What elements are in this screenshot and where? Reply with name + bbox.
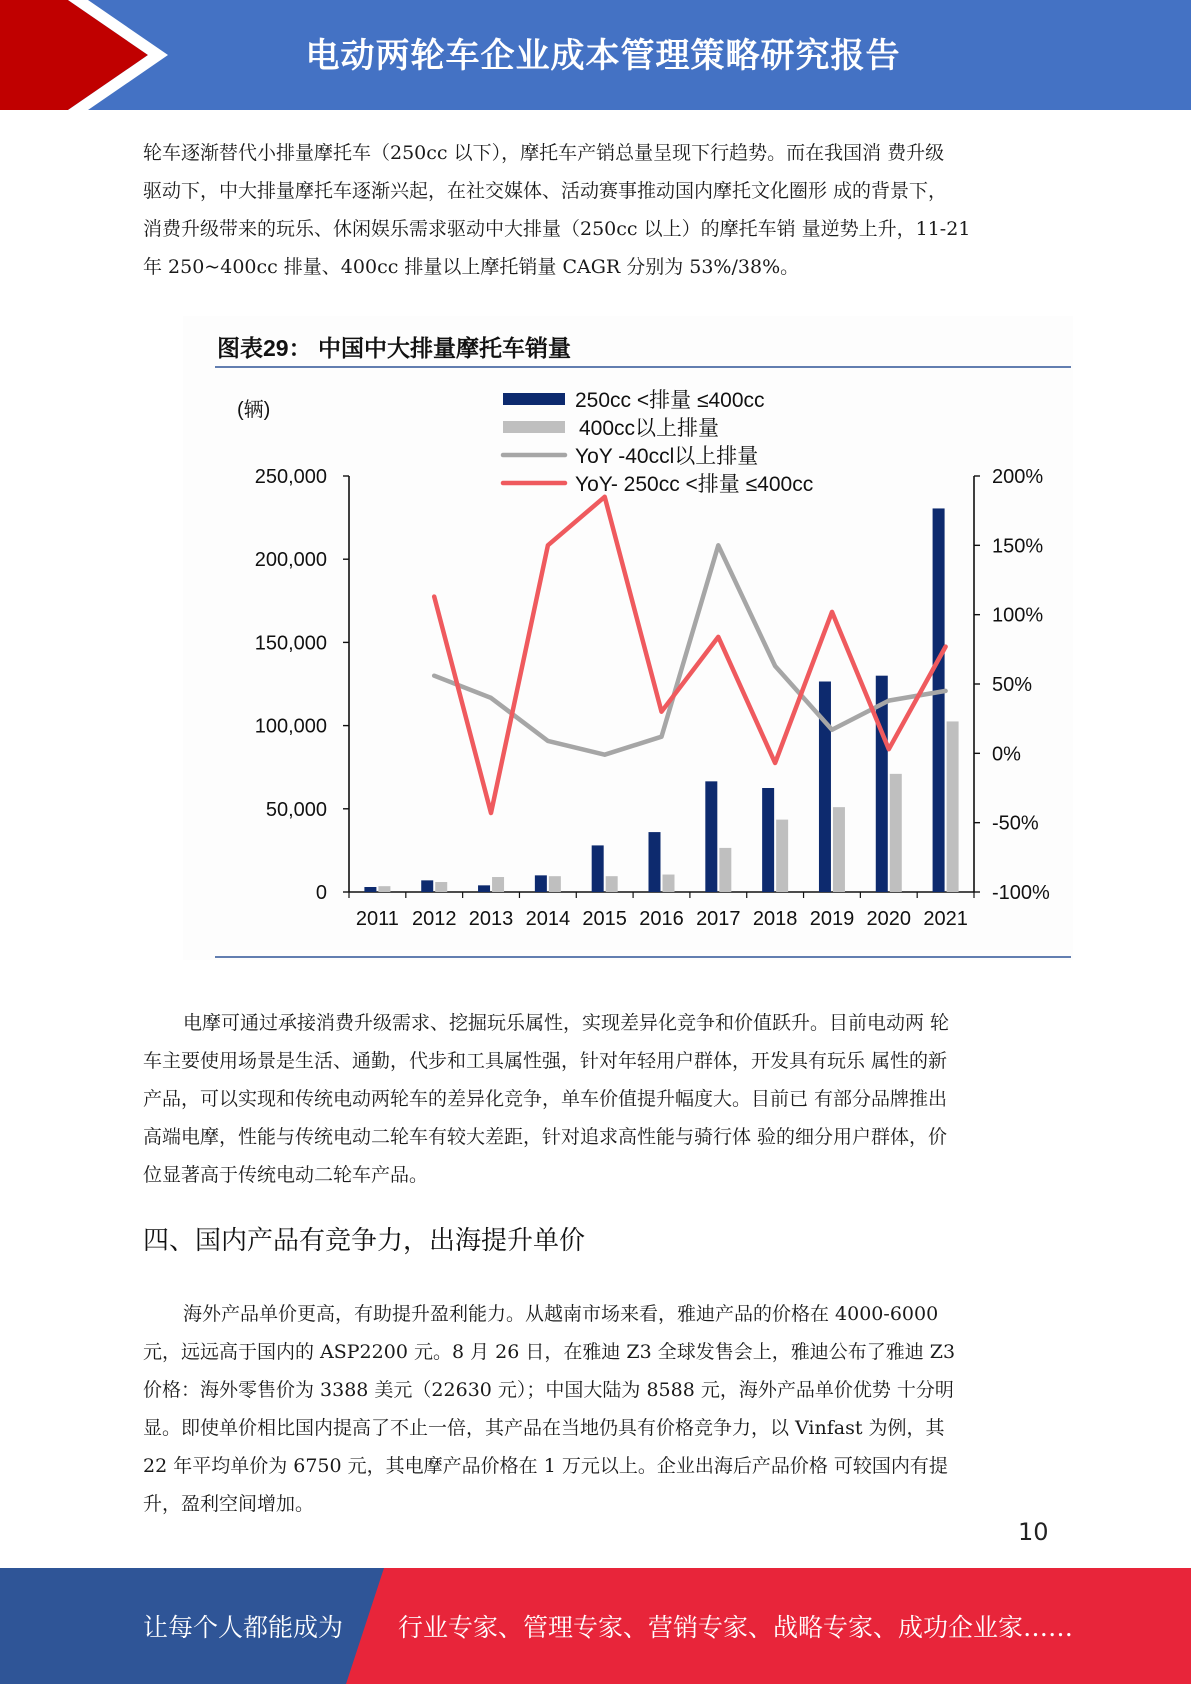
paragraph-line: 显。即使单价相比国内提高了不止一倍，其产品在当地仍具有价格竞争力，以 Vinfast 为例，其	[143, 1417, 945, 1439]
legend-label: 400cc以上排量	[579, 417, 720, 440]
page-header	[0, 0, 1191, 110]
left-tick-label: 50,000	[265, 798, 327, 821]
bar-250-400cc	[762, 788, 774, 892]
page-number: 10	[1018, 1518, 1049, 1546]
bar-400cc-plus	[947, 721, 959, 892]
paragraph-line: 位显著高于传统电动二轮车产品。	[143, 1164, 429, 1186]
right-tick-label: 0%	[992, 743, 1021, 766]
paragraph-line: 驱动下，中大排量摩托车逐渐兴起，在社交媒体、活动赛事推动国内摩托文化圈形 成的背景下，	[143, 180, 948, 202]
right-tick-label: 50%	[992, 674, 1033, 696]
x-tick-label: 2019	[809, 908, 855, 930]
paragraph-line: 轮车逐渐替代小排量摩托车（250cc 以下），摩托车产销总量呈现下行趋势。而在我国消 费升级	[143, 142, 945, 164]
paragraph-line: 车主要使用场景是生活、通勤，代步和工具属性强，针对年轻用户群体，开发具有玩乐 属性的新	[143, 1050, 948, 1072]
x-tick-label: 2013	[468, 908, 514, 930]
bar-400cc-plus	[378, 886, 390, 892]
bar-250-400cc	[421, 880, 433, 892]
left-tick-label: 250,000	[254, 466, 327, 488]
paragraph-line: 高端电摩，性能与传统电动二轮车有较大差距，针对追求高性能与骑行体 验的细分用户群体，价	[143, 1126, 948, 1148]
paragraph-line: 22 年平均单价为 6750 元，其电摩产品价格在 1 万元以上。企业出海后产品价格 可较国内有提	[143, 1455, 948, 1477]
bar-250-400cc	[649, 832, 661, 892]
paragraph-line: 消费升级带来的玩乐、休闲娱乐需求驱动中大排量（250cc 以上）的摩托车销 量逆势上升，11-21	[143, 218, 971, 240]
x-tick-label: 2016	[639, 908, 684, 930]
x-tick-label: 2017	[696, 908, 741, 930]
legend-swatch	[503, 421, 565, 433]
legend-label: YoY- 250cc <排量 ≤400cc	[575, 473, 814, 496]
paragraph-line: 海外产品单价更高，有助提升盈利能力。从越南市场来看，雅迪产品的价格在 4000-6000	[183, 1303, 939, 1325]
right-tick-label: 200%	[992, 466, 1044, 488]
legend-label: 250cc <排量 ≤400cc	[575, 389, 765, 412]
bar-400cc-plus	[435, 882, 447, 892]
x-tick-label: 2020	[866, 908, 912, 930]
x-tick-label: 2011	[355, 908, 399, 930]
chart-legend	[503, 389, 813, 496]
x-tick-label: 2021	[923, 908, 968, 930]
right-tick-label: -50%	[992, 812, 1039, 835]
paragraph-line: 产品，可以实现和传统电动两轮车的差异化竞争，单车价值提升幅度大。目前已 有部分品牌推出	[143, 1088, 948, 1110]
legend-swatch	[503, 393, 565, 405]
legend-label: YoY -40ccl以上排量	[575, 445, 759, 468]
bar-400cc-plus	[776, 820, 788, 892]
chart-figure	[183, 316, 1073, 960]
x-tick-label: 2015	[582, 908, 627, 930]
right-tick-label: -100%	[992, 882, 1050, 904]
paragraph-line: 年 250~400cc 排量、400cc 排量以上摩托销量 CAGR 分别为 53%/38%。	[143, 256, 800, 278]
x-tick-label: 2014	[525, 908, 571, 930]
chart-title: 图表29： 中国中大排量摩托车销量	[217, 335, 571, 361]
bar-400cc-plus	[833, 807, 845, 892]
chart-lines	[434, 497, 945, 813]
footer-slogan-left: 让每个人都能成为	[143, 1613, 344, 1642]
right-tick-label: 150%	[992, 535, 1044, 558]
bar-400cc-plus	[549, 876, 561, 892]
paragraph-emoto	[143, 1004, 1048, 1194]
bar-400cc-plus	[663, 875, 675, 892]
left-tick-label: 0	[315, 882, 327, 904]
x-tick-label: 2012	[411, 908, 457, 930]
page-footer	[0, 1568, 1191, 1684]
bar-400cc-plus	[492, 877, 504, 892]
bar-250-400cc	[933, 508, 945, 892]
left-axis-unit: (辆)	[237, 399, 271, 421]
paragraph-intro	[143, 134, 1048, 286]
bar-250-400cc	[478, 885, 490, 892]
paragraph-line: 元，远远高于国内的 ASP2200 元。8 月 26 日，在雅迪 Z3 全球发售会上，雅迪公布了雅迪 Z3	[143, 1341, 956, 1363]
paragraph-line: 价格：海外零售价为 3388 美元（22630 元）；中国大陆为 8588 元，海外产品单价优势 十分明	[143, 1379, 954, 1401]
x-tick-label: 2018	[752, 908, 798, 930]
line-yoy-250-400cc	[434, 497, 945, 813]
paragraph-overseas	[143, 1295, 1048, 1523]
bar-250-400cc	[535, 875, 547, 892]
bar-400cc-plus	[719, 848, 731, 892]
chart-svg	[183, 316, 1073, 960]
bar-250-400cc	[819, 682, 831, 892]
left-tick-label: 100,000	[254, 715, 327, 738]
footer-slogan-right: 行业专家、管理专家、营销专家、战略专家、成功企业家……	[398, 1613, 1074, 1642]
bar-250-400cc	[705, 781, 717, 892]
left-tick-label: 150,000	[254, 632, 327, 655]
bar-400cc-plus	[606, 876, 618, 892]
paragraph-line: 电摩可通过承接消费升级需求、挖掘玩乐属性，实现差异化竞争和价值跃升。目前电动两 轮	[183, 1012, 950, 1034]
right-tick-label: 100%	[992, 604, 1044, 627]
left-tick-label: 200,000	[254, 549, 327, 572]
header-title: 电动两轮车企业成本管理策略研究报告	[305, 36, 901, 76]
bar-250-400cc	[364, 887, 376, 892]
bar-250-400cc	[592, 845, 604, 892]
section-heading: 四、国内产品有竞争力，出海提升单价	[143, 1226, 586, 1256]
paragraph-line: 升，盈利空间增加。	[143, 1493, 315, 1515]
bar-400cc-plus	[890, 774, 902, 892]
